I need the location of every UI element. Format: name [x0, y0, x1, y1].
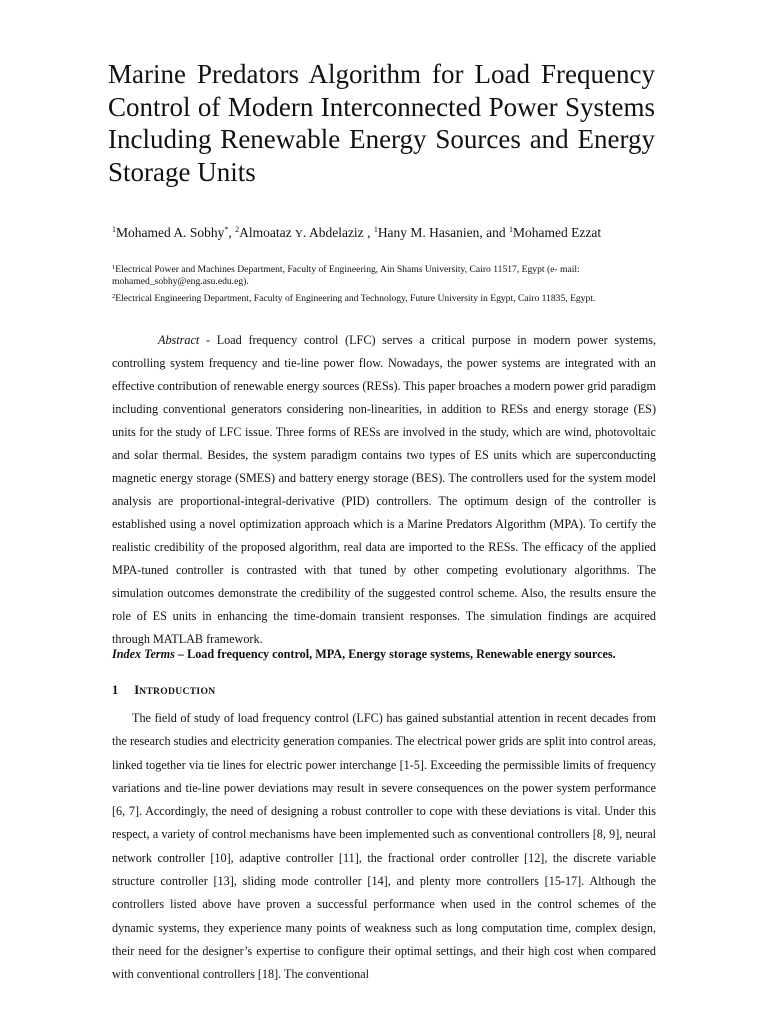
index-terms [112, 645, 672, 663]
section-number: 1 [112, 683, 119, 697]
affiliation-text: Electrical Engineering Department, Faculty of Engineering and Technology, Future University in Egypt, Cairo 11835, Egypt. [115, 293, 596, 304]
author-name-part: Y [295, 228, 303, 240]
affiliation [112, 291, 657, 305]
author-name: Mohamed Ezzat [513, 225, 602, 240]
author-affil-mark: 1 [112, 225, 116, 234]
affiliation-mark: 1 [112, 264, 116, 271]
index-terms-text: Load frequency control, MPA, Energy storage systems, Renewable energy sources. [184, 647, 616, 661]
author-affil-mark: 2 [235, 225, 240, 234]
author-separator: , [363, 225, 374, 240]
author-affil-mark: 1 [509, 225, 514, 234]
author-name: Hany M. Hasanien [377, 225, 480, 240]
affiliation-mark: 2 [112, 293, 116, 300]
affiliation [112, 262, 657, 288]
author-separator: , [228, 225, 236, 240]
index-terms-label: Index Terms – [112, 647, 185, 661]
author-name [239, 225, 364, 240]
author-separator: , and [479, 225, 510, 240]
abstract-label: Abstract - [158, 333, 211, 347]
section-title-rest: NTRODUCTION [139, 686, 216, 697]
affiliation-text: Electrical Power and Machines Department, Faculty of Engineering, Ain Shams University, Cairo 11517, Egypt (e- mail: mohamed_sobhy@eng.asu.edu.eg). [112, 264, 580, 287]
paper-title: Marine Predators Algorithm for Load Frequency Control of Modern Interconnected Power Systems Including Renewable Energy Sources and Energy Storage Units [108, 59, 655, 187]
corresponding-author-mark: * [224, 225, 229, 234]
abstract [112, 329, 656, 651]
author-name: Mohamed A. Sobhy [116, 225, 225, 240]
abstract-text: Load frequency control (LFC) serves a critical purpose in modern power systems, controlling system frequency and tie-line power flow. Nowadays, the power systems are integrated with an effective contribution of renewable energy sources (RESs). This paper broaches a modern power grid paradigm including conventional generators considering non-linearities, in addition to RESs and energy storage (ES) units for the study of LFC issue. Three forms of RESs are involved in the study, which are wind, photovoltaic and solar thermal. Besides, the system paradigm contains two types of ES units which are superconducting magnetic energy storage (SMES) and battery energy storage (BES). The controllers used for the system model analysis are proportional-integral-derivative (PID) controllers. The optimum design of the controller is established using a novel optimization approach which is a Marine Predators Algorithm (MPA). To certify the realistic credibility of the proposed algorithm, real data are imported to the RESs. The efficacy of the applied MPA-tuned controller is contrasted with that tuned by other competing evolutionary algorithms. The simulation outcomes demonstrate the credibility of the suggested control scheme. Also, the results ensure the role of ES units in enhancing the time-domain transient responses. The simulation findings are acquired through MATLAB framework. [112, 333, 656, 646]
section-title-initial: I [134, 683, 140, 697]
introduction-paragraph: The field of study of load frequency control (LFC) has gained substantial attention in recent decades from the research studies and electricity generation companies. The electrical power grids are split into control areas, linked together via tie lines for electric power interchange [1-5]. Exceeding the permissible limits of frequency variations and tie-line power deviations may result in severe consequences on the power system performance [6, 7]. Accordingly, the need of designing a robust controller to cope with these deviations is vital. Under this respect, a variety of control mechanisms have been implemented such as conventional controllers [8, 9], neural network controller [10], adaptive controller [11], the fractional order controller [12], the discrete variable structure controller [13], sliding mode controller [14], and plenty more controllers [15-17]. Although the controllers listed above have proven a successful performance when used in the control schemes of the dynamic systems, they experience many points of weakness such as long computation time, complex design, their need for the designer’s expertise to configure their optimal settings, and their high cost when compared with conventional controllers [18]. The conventional [112, 711, 656, 982]
author-list [112, 221, 672, 243]
author-name-part: . Abdelaziz [302, 225, 364, 240]
section-heading [112, 681, 215, 701]
author-name-part: Almoataz [239, 225, 295, 240]
author-affil-mark: 1 [373, 225, 378, 234]
